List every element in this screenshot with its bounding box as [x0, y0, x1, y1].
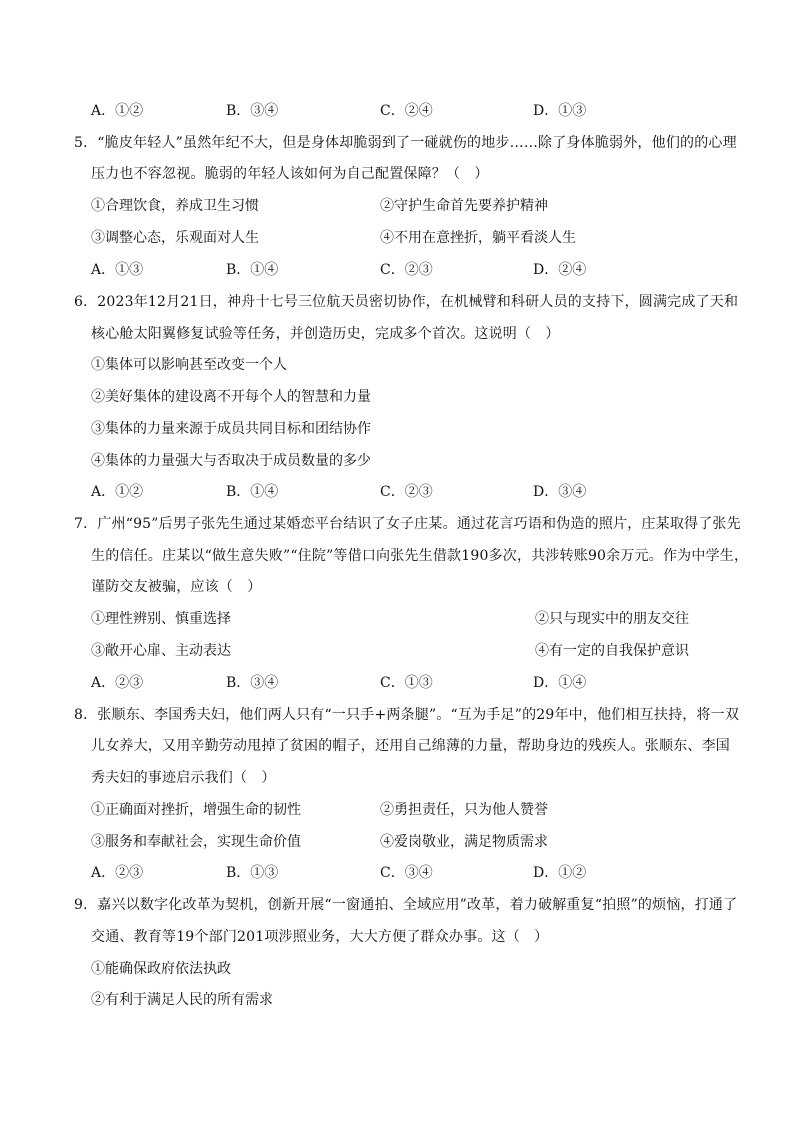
- q8-stem-line-1: 8．张顺东、李国秀夫妇，他们两人只有“一只手+两条腿”。“互为手足”的29年中，他们相互扶持，将一双: [74, 707, 740, 723]
- q7-choice-b[interactable]: B．③④: [226, 675, 279, 691]
- q8-option-3: ③服务和奉献社会，实现生命价值: [91, 834, 301, 850]
- q4-choice-c[interactable]: C．②④: [380, 103, 433, 119]
- q7-option-1: ①理性辨别、慎重选择: [91, 611, 231, 627]
- q6-option-1: ①集体可以影响甚至改变一个人: [91, 357, 287, 373]
- q7-choice-c[interactable]: C．①③: [380, 675, 433, 691]
- q7-stem-line-3: 谨防交友被骗，应该（ ）: [91, 579, 262, 595]
- q5-choice-a[interactable]: A．①③: [91, 262, 144, 278]
- q5-stem-line-1: 5．“脆皮年轻人”虽然年纪不大，但是身体却脆弱到了一碰就伤的地步……除了身体脆弱外，他们的的心理: [74, 135, 737, 151]
- q8-choice-b[interactable]: B．①③: [226, 865, 279, 881]
- q6-choice-b[interactable]: B．①④: [226, 484, 279, 500]
- q8-option-2: ②勇担责任，只为他人赞誉: [380, 802, 548, 818]
- q5-option-4: ④不用在意挫折，躺平看淡人生: [380, 230, 576, 246]
- q5-choice-c[interactable]: C．②③: [380, 262, 433, 278]
- q8-choice-c[interactable]: C．③④: [380, 865, 433, 881]
- q6-stem-line-2: 核心舱太阳翼修复试验等任务，并创造历史，完成多个首次。这说明（ ）: [91, 326, 560, 342]
- q6-stem-line-1: 6．2023年12月21日，神舟十七号三位航天员密切协作，在机械臂和科研人员的支持下，圆满完成了天和: [74, 294, 739, 310]
- q7-option-2: ②只与现实中的朋友交往: [535, 611, 689, 627]
- q6-choice-c[interactable]: C．②③: [380, 484, 433, 500]
- q5-stem-line-2: 压力也不容忽视。脆弱的年轻人该如何为自己配置保障？（ ）: [91, 166, 489, 182]
- q7-choice-a[interactable]: A．②③: [91, 675, 144, 691]
- q5-option-2: ②守护生命首先要养护精神: [380, 198, 548, 214]
- q4-choice-d[interactable]: D．①③: [533, 103, 587, 119]
- q4-choice-a[interactable]: A．①②: [91, 103, 144, 119]
- q8-stem-line-2: 儿女养大，又用辛勤劳动甩掉了贫困的帽子，还用自己绵薄的力量，帮助身边的残疾人。张顺东、李国: [91, 738, 730, 754]
- q5-choice-b[interactable]: B．①④: [226, 262, 279, 278]
- q6-choice-a[interactable]: A．①②: [91, 484, 144, 500]
- q5-choice-d[interactable]: D．②④: [533, 262, 587, 278]
- q5-option-3: ③调整心态，乐观面对人生: [91, 230, 259, 246]
- q7-choice-d[interactable]: D．①④: [533, 675, 587, 691]
- q9-stem-line-1: 9．嘉兴以数字化改革为契机，创新开展“一窗通拍、全域应用”改革，着力破解重复“拍照”的烦恼，打通了: [74, 897, 738, 913]
- q9-option-2: ②有利于满足人民的所有需求: [91, 992, 273, 1008]
- q8-option-4: ④爱岗敬业，满足物质需求: [380, 834, 548, 850]
- q7-stem-line-2: 生的信任。庄某以“做生意失败”“住院”等借口向张先生借款190多次，共涉转账90余万元。作为中学生，: [91, 548, 749, 564]
- q7-stem-line-1: 7．广州“95”后男子张先生通过某婚恋平台结识了女子庄某。通过花言巧语和伪造的照片，庄某取得了张先: [74, 516, 741, 532]
- q6-option-2: ②美好集体的建设离不开每个人的智慧和力量: [91, 389, 371, 405]
- q8-stem-line-3: 秀夫妇的事迹启示我们（ ）: [91, 770, 276, 786]
- q6-choice-d[interactable]: D．③④: [533, 484, 587, 500]
- q7-option-4: ④有一定的自我保护意识: [535, 643, 689, 659]
- q8-choice-d[interactable]: D．①②: [533, 865, 587, 881]
- q9-option-1: ①能确保政府依法执政: [91, 961, 231, 977]
- q8-option-1: ①正确面对挫折，增强生命的韧性: [91, 802, 301, 818]
- q4-choice-b[interactable]: B．③④: [226, 103, 279, 119]
- q8-choice-a[interactable]: A．②③: [91, 865, 144, 881]
- q5-option-1: ①合理饮食，养成卫生习惯: [91, 198, 259, 214]
- q6-option-4: ④集体的力量强大与否取决于成员数量的多少: [91, 453, 371, 469]
- q6-option-3: ③集体的力量来源于成员共同目标和团结协作: [91, 421, 371, 437]
- q7-option-3: ③敞开心扉、主动表达: [91, 643, 231, 659]
- q9-stem-line-2: 交通、教育等19个部门201项涉照业务，大大方便了群众办事。这（ ）: [91, 929, 549, 945]
